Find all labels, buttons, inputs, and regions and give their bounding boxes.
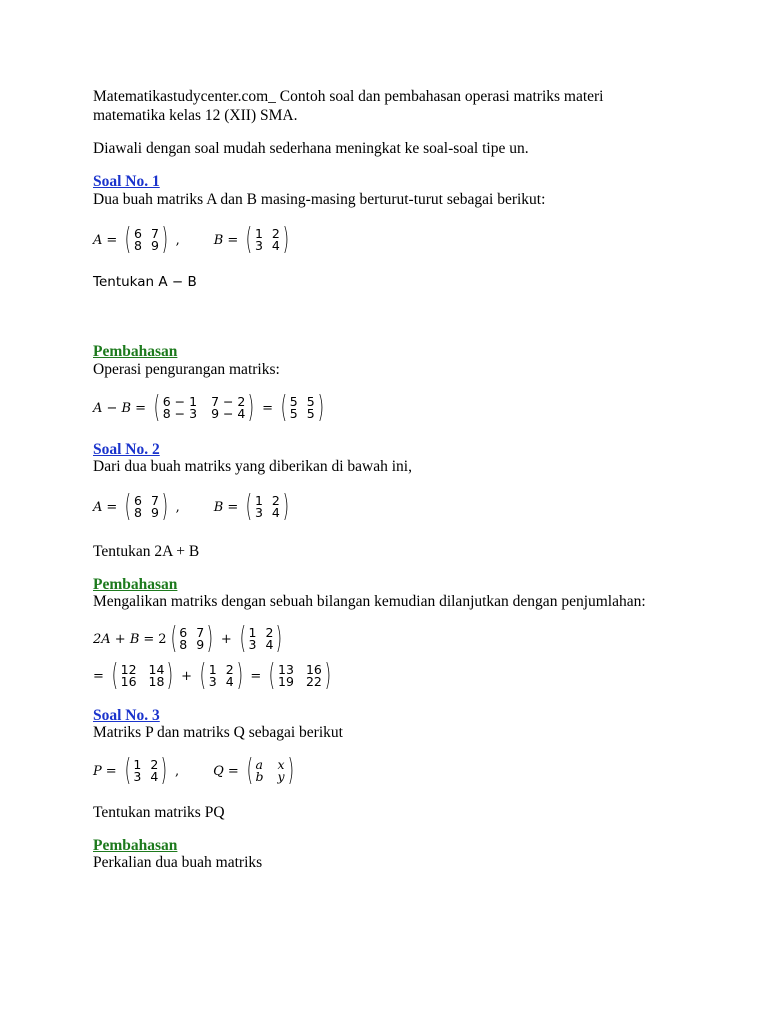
soal-1-task: Tentukan A − B <box>93 274 197 290</box>
matrix-a-label: A <box>93 499 103 515</box>
matrix-b-label: B <box>213 232 224 248</box>
matrix-a-label: A <box>93 232 103 248</box>
result-matrix: ( 13 16 19 22 ) <box>268 658 331 693</box>
soal-3-matrices: P = ( 1 2 3 4 ) , Q = ( a x b y ) <box>93 756 297 786</box>
difference-matrix: ( 6 − 1 7 − 2 8 − 3 9 − 4 ) <box>153 390 255 425</box>
scaled-matrix-a: ( 12 14 16 18 ) <box>111 658 174 693</box>
soal-1-pembahasan-text: Operasi pengurangan matriks: <box>93 361 280 378</box>
soal-2-pembahasan-heading[interactable]: Pembahasan <box>93 576 178 593</box>
intro-line-2: matematika kelas 12 (XII) SMA. <box>93 107 298 124</box>
soal-2-solution-step-1: 2A + B = 2 ( 6 7 8 9 ) + ( 1 2 3 4 ) <box>93 624 286 654</box>
soal-2-text: Dari dua buah matriks yang diberikan di bawah ini, <box>93 458 412 475</box>
soal-3-heading[interactable]: Soal No. 3 <box>93 707 160 724</box>
soal-2-task: Tentukan 2A + B <box>93 543 200 560</box>
soal-2-matrices: A = ( 6 7 8 9 ) , B = ( 1 2 3 4 ) <box>93 492 293 522</box>
expression-2a-plus-b: 2A + B <box>93 631 140 647</box>
matrix-q: ( a x b y ) <box>246 753 294 788</box>
intro-line-1: Matematikastudycenter.com_ Contoh soal dan pembahasan operasi matriks materi <box>93 88 604 105</box>
matrix-q-label: Q <box>213 763 224 779</box>
matrix-b: ( 1 2 3 4 ) <box>199 658 243 693</box>
scalar: 2 <box>158 631 167 647</box>
soal-2-heading[interactable]: Soal No. 2 <box>93 441 160 458</box>
soal-1-solution: A − B = ( 6 − 1 7 − 2 8 − 3 9 − 4 ) = ( 5 5 5 5 ) <box>93 393 327 423</box>
soal-3-text: Matriks P dan matriks Q sebagai berikut <box>93 724 343 741</box>
matrix-b: ( 1 2 3 4 ) <box>245 222 289 257</box>
soal-3-pembahasan-heading[interactable]: Pembahasan <box>93 837 178 854</box>
soal-2-solution-step-2: = ( 12 14 16 18 ) + ( 1 2 3 4 ) = ( 13 16 19 22 ) <box>93 661 335 691</box>
matrix-a: ( 6 7 8 9 ) <box>170 621 214 656</box>
matrix-b: ( 1 2 3 4 ) <box>245 489 289 524</box>
soal-3-pembahasan-text: Perkalian dua buah matriks <box>93 854 263 871</box>
matrix-a: ( 6 7 8 9 ) <box>124 489 169 524</box>
expression-a-minus-b: A − B <box>93 400 132 416</box>
soal-1-heading[interactable]: Soal No. 1 <box>93 173 160 190</box>
result-matrix: ( 5 5 5 5 ) <box>280 390 324 425</box>
matrix-p-label: P <box>93 763 102 779</box>
soal-3-task: Tentukan matriks PQ <box>93 804 225 821</box>
soal-1-matrices: A = ( 6 7 8 9 ) , B = ( 1 2 3 4 ) <box>93 225 293 255</box>
soal-2-pembahasan-text: Mengalikan matriks dengan sebuah bilangan kemudian dilanjutkan dengan penjumlahan: <box>93 593 646 610</box>
matrix-a: ( 6 7 8 9 ) <box>124 222 169 257</box>
matrix-p: ( 1 2 3 4 ) <box>124 753 168 788</box>
soal-1-text: Dua buah matriks A dan B masing-masing berturut-turut sebagai berikut: <box>93 191 546 208</box>
intro-line-3: Diawali dengan soal mudah sederhana meningkat ke soal-soal tipe un. <box>93 140 529 157</box>
soal-1-pembahasan-heading[interactable]: Pembahasan <box>93 343 178 360</box>
matrix-b-label: B <box>213 499 224 515</box>
matrix-b: ( 1 2 3 4 ) <box>239 621 283 656</box>
